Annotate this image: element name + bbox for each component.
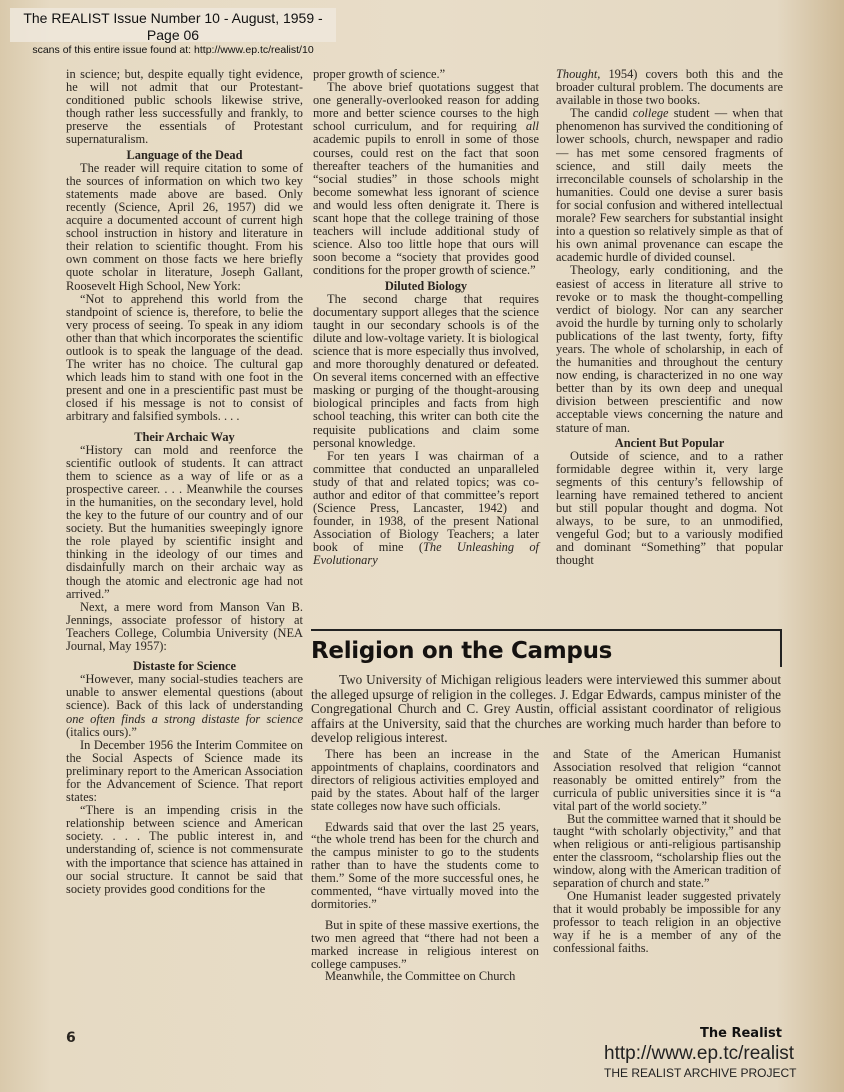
- paragraph: [313, 450, 539, 568]
- paragraph: in science; but, despite equally tight evidence, he will not admit that our Protestant-conditioned public schools likewise strive, though rather less successfully and frankly, to preserve the essentials of Protestant supernaturalism.: [66, 67, 303, 147]
- paragraph: [556, 68, 783, 107]
- paragraph: Edwards said that over the last 25 years, “the whole trend has been for the church and the campus minister to go to the students rather than to have the students come to them.” Some of the more successful ones, he commented, “have virtually moved into the dormitories.”: [311, 819, 539, 911]
- text-run: The above brief quotations suggest that one generally-overlooked reason for adding more and better science courses to the high school curriculum, and for requiring: [313, 80, 539, 134]
- article-headline: Religion on the Campus: [311, 638, 613, 664]
- headline-rule: [311, 629, 782, 667]
- article-column-3: [556, 68, 783, 568]
- banner-title: The REALIST Issue Number 10 - August, 1959 - Page 06: [23, 10, 323, 43]
- italic-text: college: [632, 106, 669, 121]
- quote-paragraph: “Not to apprehend this world from the standpoint of science is, therefore, to belie the very process of seeing. To speak in any idiom other than that which incorporates the scientific outlook is to speak the language of the dead. The writer has no choice. The cultural gap which leads him to stand with one foot in the present and one in a prescientific past must be closed if his message is not to consist of arbitrary and falsified symbols. . . .: [66, 291, 303, 424]
- subheading-distaste-for-science: Distaste for Science: [133, 659, 236, 674]
- quote-paragraph: “There is an impending crisis in the relationship between science and American society. . . . The public interest in, and understanding of, science is not commensurate with the importance that science has attained in our social structure. It cannot be said that society provides good conditions for the: [66, 803, 303, 896]
- text-run: (italics ours).”: [66, 724, 137, 739]
- paragraph: [313, 81, 539, 277]
- article-lede: [311, 673, 781, 746]
- text-run: For ten years I was chairman of a committee that conducted an unparalleled study of that and related topics; was co-author and editor of that committee’s report (Science Press, Lancaster, 1942) and founder, in 1938, of the present National Association of Biology Teachers; a later book of mine (: [313, 448, 539, 555]
- text-run: “However, many social-studies teachers are unable to answer elemental questions (about science). Back of this lack of understanding: [66, 672, 303, 713]
- paragraph: Outside of science, and to a rather formidable degree within it, very large segments of this century’s fellowship of learning have remained tethered to ancient but still popular thought and dogma. Not always, to be sure, to an unmodified, vengeful God; but to a variously modified and dominant “Something” that popular thought: [556, 448, 783, 568]
- subheading-their-archaic-way: Their Archaic Way: [134, 429, 235, 444]
- article-column-2: [313, 68, 539, 568]
- paragraph: But the committee warned that it should be taught “with scholarly objectivity,” and that when religious or anti-religious partisanship enter the classroom, “scholarship flies out the window, along with the American tradition of separation of church and state.”: [553, 811, 781, 891]
- text-run: The candid: [570, 106, 633, 121]
- italic-text: all: [525, 119, 539, 134]
- text-run: academic pupils to enroll in some of those courses, could rest on the fact that soon thereafter teachers of the humanities and “social studies” in those schools might become somewhat less ignorant of science and would less often denigrate it. There is scant hope that the college training of those teachers will include additional study of science. Also too little hope that ours will soon become a “society that provides good conditions for the proper growth of science.”: [313, 132, 539, 278]
- religion-article: [311, 629, 782, 983]
- religion-column-2: [553, 748, 781, 983]
- paragraph: Next, a mere word from Manson Van B. Jennings, associate professor of history at Teachers College, Columbia University (NEA Journal, May 1957):: [66, 599, 303, 654]
- paragraph: proper growth of science.”: [313, 67, 446, 81]
- banner-subtitle: scans of this entire issue found at: http://www.ep.tc/realist/10: [32, 44, 314, 56]
- religion-column-1: [311, 748, 539, 983]
- archive-banner: [10, 8, 336, 56]
- italic-text: one often finds a strong distaste for science: [66, 711, 303, 726]
- text-run: student — when that phenomenon has survived the conditioning of lower schools, church, newspaper and radio — has met some censored fragments of science, and still daily meets the irreconcilable counsels of scholarship in the humanities. Could one devise a surer basis for social confusion and withered intellectual morale? Few searchers for substantial insight into a question so relatively simple as that of his own animal provenance can escape the academic hurdle of divided counsel.: [556, 106, 783, 265]
- paragraph: Theology, early conditioning, and the easiest of access in literature all strive to revoke or to mask the thought-compelling verdict of biology. Nor can any searcher avoid the hurdle by turning only to scholarly publications of the last twenty, forty, fifty years. The whole of scholarship, in each of the humanities and throughout the century now ending, is characterized in no one way better than by its own deep and unequal division between prescientific and now acceptable views concerning the nature and stature of man.: [556, 263, 783, 435]
- quote-paragraph: “History can mold and reenforce the scientific outlook of students. It can attract them to science as a way of life or as a prospective career. . . . Meanwhile the courses in the humanities, on the secondary level, hold the key to the future of our country and of our society. But the humanities sweepingly ignore the role played by scientific insight and thinking in the ideology of our times and disdainfully march on their archaic way as though the atomic and electronic age had not arrived.”: [66, 442, 303, 601]
- subheading-ancient-but-popular: Ancient But Popular: [614, 435, 725, 450]
- page-number: 6: [66, 1030, 76, 1046]
- subheading-diluted-biology: Diluted Biology: [384, 278, 468, 293]
- article-column-1: [66, 68, 303, 896]
- paragraph: There has been an increase in the appointments of chaplains, coordinators and directors of religious activities employed and paid by the states. About half of the larger state colleges now have such officials.: [311, 746, 539, 813]
- paragraph: [556, 107, 783, 264]
- subheading-language-of-the-dead: Language of the Dead: [126, 147, 243, 162]
- paragraph: In December 1956 the Interim Commitee on the Social Aspects of Science made its preliminary report to the American Association for the Advancement of Science. That report states:: [66, 737, 303, 805]
- italic-text: Thought,: [556, 67, 601, 81]
- paragraph: The reader will require citation to some of the sources of information on which two key statements made above are based. Only recently (Science, April 26, 1957) did we acquire a documented account of current high school instruction in history and literature in their relation to scientific thought. From his own comment on those facts we here briefly quote scholar in literature, Joseph Gallant, Roosevelt High School, New York:: [66, 160, 303, 293]
- text-run: 1954) covers both this and the broader cultural problem. The documents are available in those two books.: [556, 67, 783, 108]
- paragraph: Meanwhile, the Committee on Church: [325, 969, 516, 984]
- quote-paragraph: [66, 673, 303, 738]
- archive-url[interactable]: http://www.ep.tc/realist: [604, 1043, 795, 1064]
- publication-name: The Realist: [700, 1026, 782, 1041]
- paragraph: One Humanist leader suggested privately that it would probably be impossible for any professor to teach religion in an objective way if he is a member of any of the confessional faiths.: [553, 888, 781, 955]
- lede-paragraph: Two University of Michigan religious leaders were interviewed this summer about the alleged upsurge of religion in the colleges. J. Edgar Edwards, campus minister of the Congregational Church and C. Grey Austin, official assistant coordinator of religious affairs at the University, said that the churches are working much harder than before to develop religious interest.: [311, 672, 781, 746]
- paragraph: and State of the American Humanist Association resolved that religion “cannot reasonably be omitted entirely” from the curricula of public universities since it is “a vital part of the world society.”: [553, 746, 781, 813]
- religion-columns: [311, 748, 781, 983]
- paragraph: But in spite of these massive exertions, the two men agreed that “there had not been a marked increase in religious interest on college campuses.”: [311, 917, 539, 971]
- archive-project-label: THE REALIST ARCHIVE PROJECT: [604, 1066, 797, 1080]
- italic-text: The Unleashing of Evolutionary: [313, 540, 539, 568]
- paragraph: The second charge that requires documentary support alleges that the science taught in our secondary schools is of the dilute and low-voltage variety. It is biological science that is more especially thus involved, and more thoroughly denatured or defeated. On several items concerned with an effective masking or purging of the thought-arousing biological principles and facts from high school teaching, this writer can both cite the requisite publications and claim some personal knowledge.: [313, 291, 539, 450]
